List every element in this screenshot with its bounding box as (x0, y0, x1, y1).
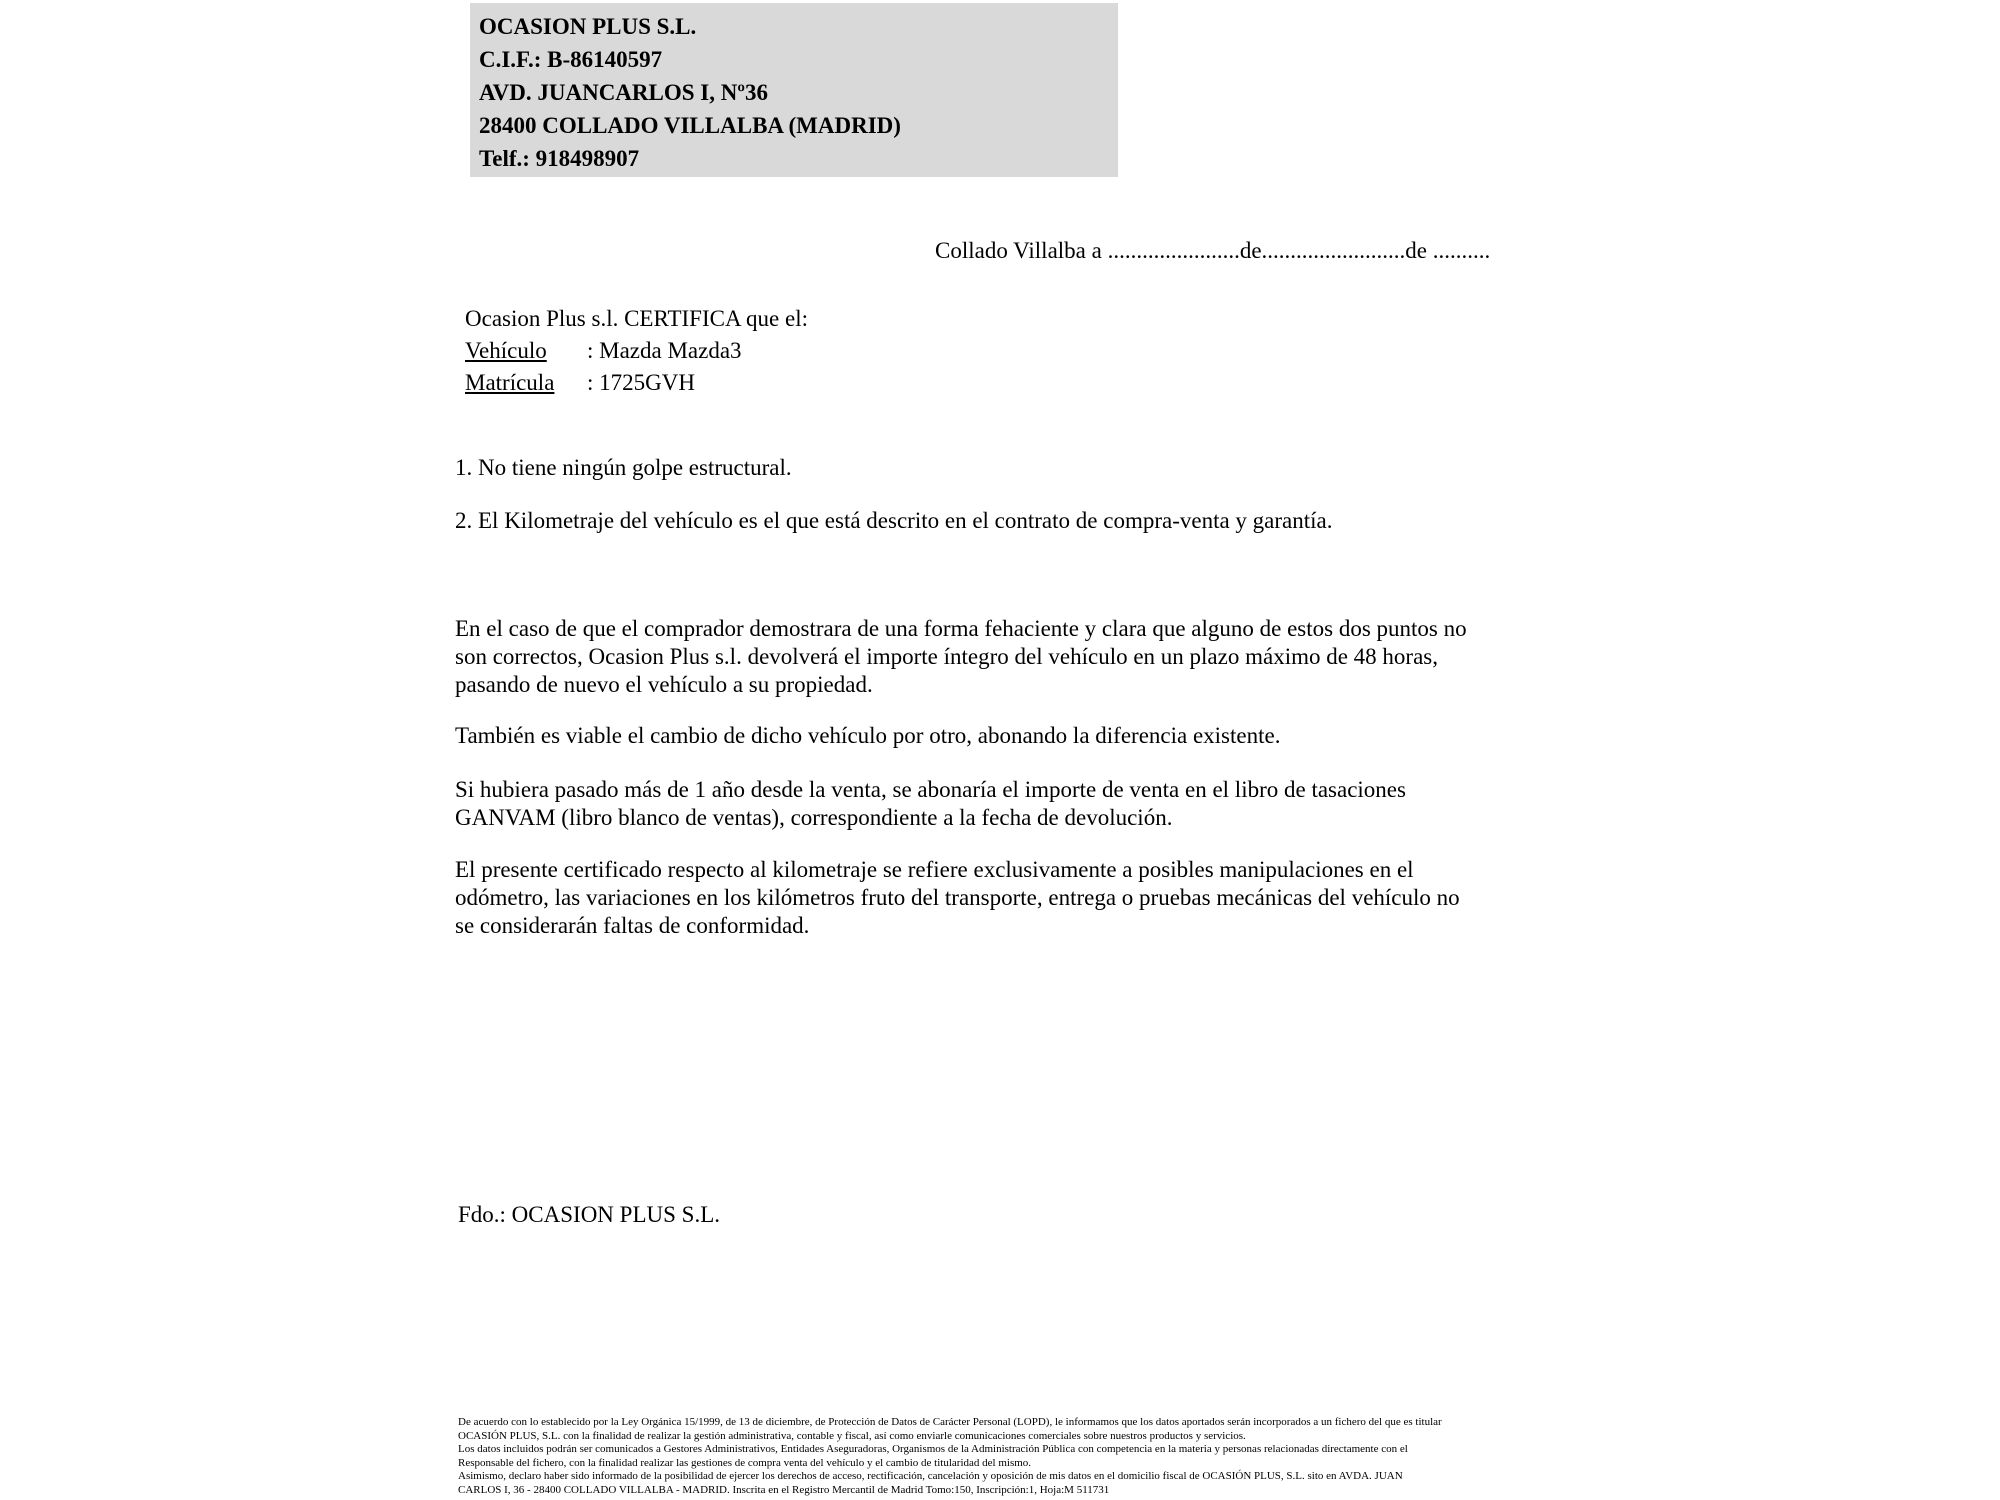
text-line: C.I.F.: B-86140597 (479, 47, 663, 72)
text-line: De acuerdo con lo establecido por la Ley Orgánica 15/1999, de 13 de diciembre, de Protección de Datos de Carácter Personal (LOPD), le informamos que los datos aportados serán incorporados a un fichero del que es titular (458, 1416, 1442, 1428)
text-line: AVD. JUANCARLOS I, Nº36 (479, 80, 768, 105)
plate-separator: : (587, 370, 594, 395)
text-line: GANVAM (libro blanco de ventas), correspondiente a la fecha de devolución. (455, 805, 1173, 830)
text-line: Si hubiera pasado más de 1 año desde la venta, se abonaría el importe de venta en el libro de tasaciones (455, 777, 1406, 802)
paragraph-refund-terms (455, 615, 1467, 699)
date-blank-line: Collado Villalba a .......................de.........................de .......... (935, 238, 1491, 263)
legal-fine-print (458, 1416, 1442, 1497)
text-line: Responsable del fichero, con la finalidad realizar las gestiones de compra venta del vehículo y el cambio de titularidad del mismo. (458, 1456, 1032, 1469)
paragraph-exchange-option (455, 722, 1280, 750)
text-line: En el caso de que el comprador demostrara de una forma fehaciente y clara que alguno de estos dos puntos no (455, 616, 1467, 641)
text-line: se considerarán faltas de conformidad. (455, 913, 810, 938)
text-line: odómetro, las variaciones en los kilómetros fruto del transporte, entrega o pruebas mecánicas del vehículo no (455, 885, 1460, 910)
certificate-block (465, 303, 808, 399)
text-line: pasando de nuevo el vehículo a su propiedad. (455, 672, 873, 697)
plate-value: 1725GVH (599, 370, 695, 395)
text-line: OCASION PLUS S.L. (479, 14, 697, 39)
text-line: También es viable el cambio de dicho vehículo por otro, abonando la diferencia existente. (455, 723, 1281, 748)
certificate-intro: Ocasion Plus s.l. CERTIFICA que el: (465, 306, 808, 331)
text-line: son correctos, Ocasion Plus s.l. devolverá el importe íntegro del vehículo en un plazo máximo de 48 horas, (455, 644, 1439, 669)
text-line: Asimismo, declaro haber sido informado de la posibilidad de ejercer los derechos de acceso, rectificación, cancelación y oposición de mis datos en el domicilio fiscal de OCASIÓN PLUS, S.L. sito en AVDA. JUAN (458, 1470, 1403, 1482)
vehicle-label: Vehículo (465, 338, 547, 363)
vehicle-value: Mazda Mazda3 (599, 338, 742, 363)
condition-item-1: 1. No tiene ningún golpe estructural. (455, 455, 792, 480)
condition-item-2: 2. El Kilometraje del vehículo es el que está descrito en el contrato de compra-venta y garantía. (455, 508, 1333, 533)
plate-label-wrap (465, 367, 587, 399)
paragraph-odometer-disclaimer (455, 856, 1460, 940)
text-line: CARLOS I, 36 - 28400 COLLADO VILLALBA - MADRID. Inscrita en el Registro Mercantil de Madrid Tomo:150, Inscripción:1, Hoja:M 511731 (458, 1483, 1110, 1496)
company-letterhead-box (470, 3, 1118, 177)
vehicle-separator: : (587, 338, 594, 363)
text-line: Los datos incluidos podrán ser comunicados a Gestores Administrativos, Entidades Aseguradoras, Organismos de la Administración Pública con competencia en la materia y personas relacionadas directamente con el (458, 1443, 1408, 1455)
paragraph-one-year-valuation (455, 776, 1406, 832)
vehicle-field-row (465, 335, 808, 367)
plate-label: Matrícula (465, 370, 555, 395)
text-line: Telf.: 918498907 (479, 146, 640, 171)
signature-line: Fdo.: OCASION PLUS S.L. (458, 1202, 720, 1227)
text-line: OCASIÓN PLUS, S.L. con la finalidad de realizar la gestión administrativa, contable y fiscal, así como enviarle comunicaciones comerciales sobre nuestros productos y servicios. (458, 1429, 1246, 1442)
text-line: El presente certificado respecto al kilometraje se refiere exclusivamente a posibles manipulaciones en el (455, 857, 1414, 882)
plate-field-row (465, 367, 808, 399)
text-line: 28400 COLLADO VILLALBA (MADRID) (479, 113, 901, 138)
vehicle-label-wrap (465, 335, 587, 367)
